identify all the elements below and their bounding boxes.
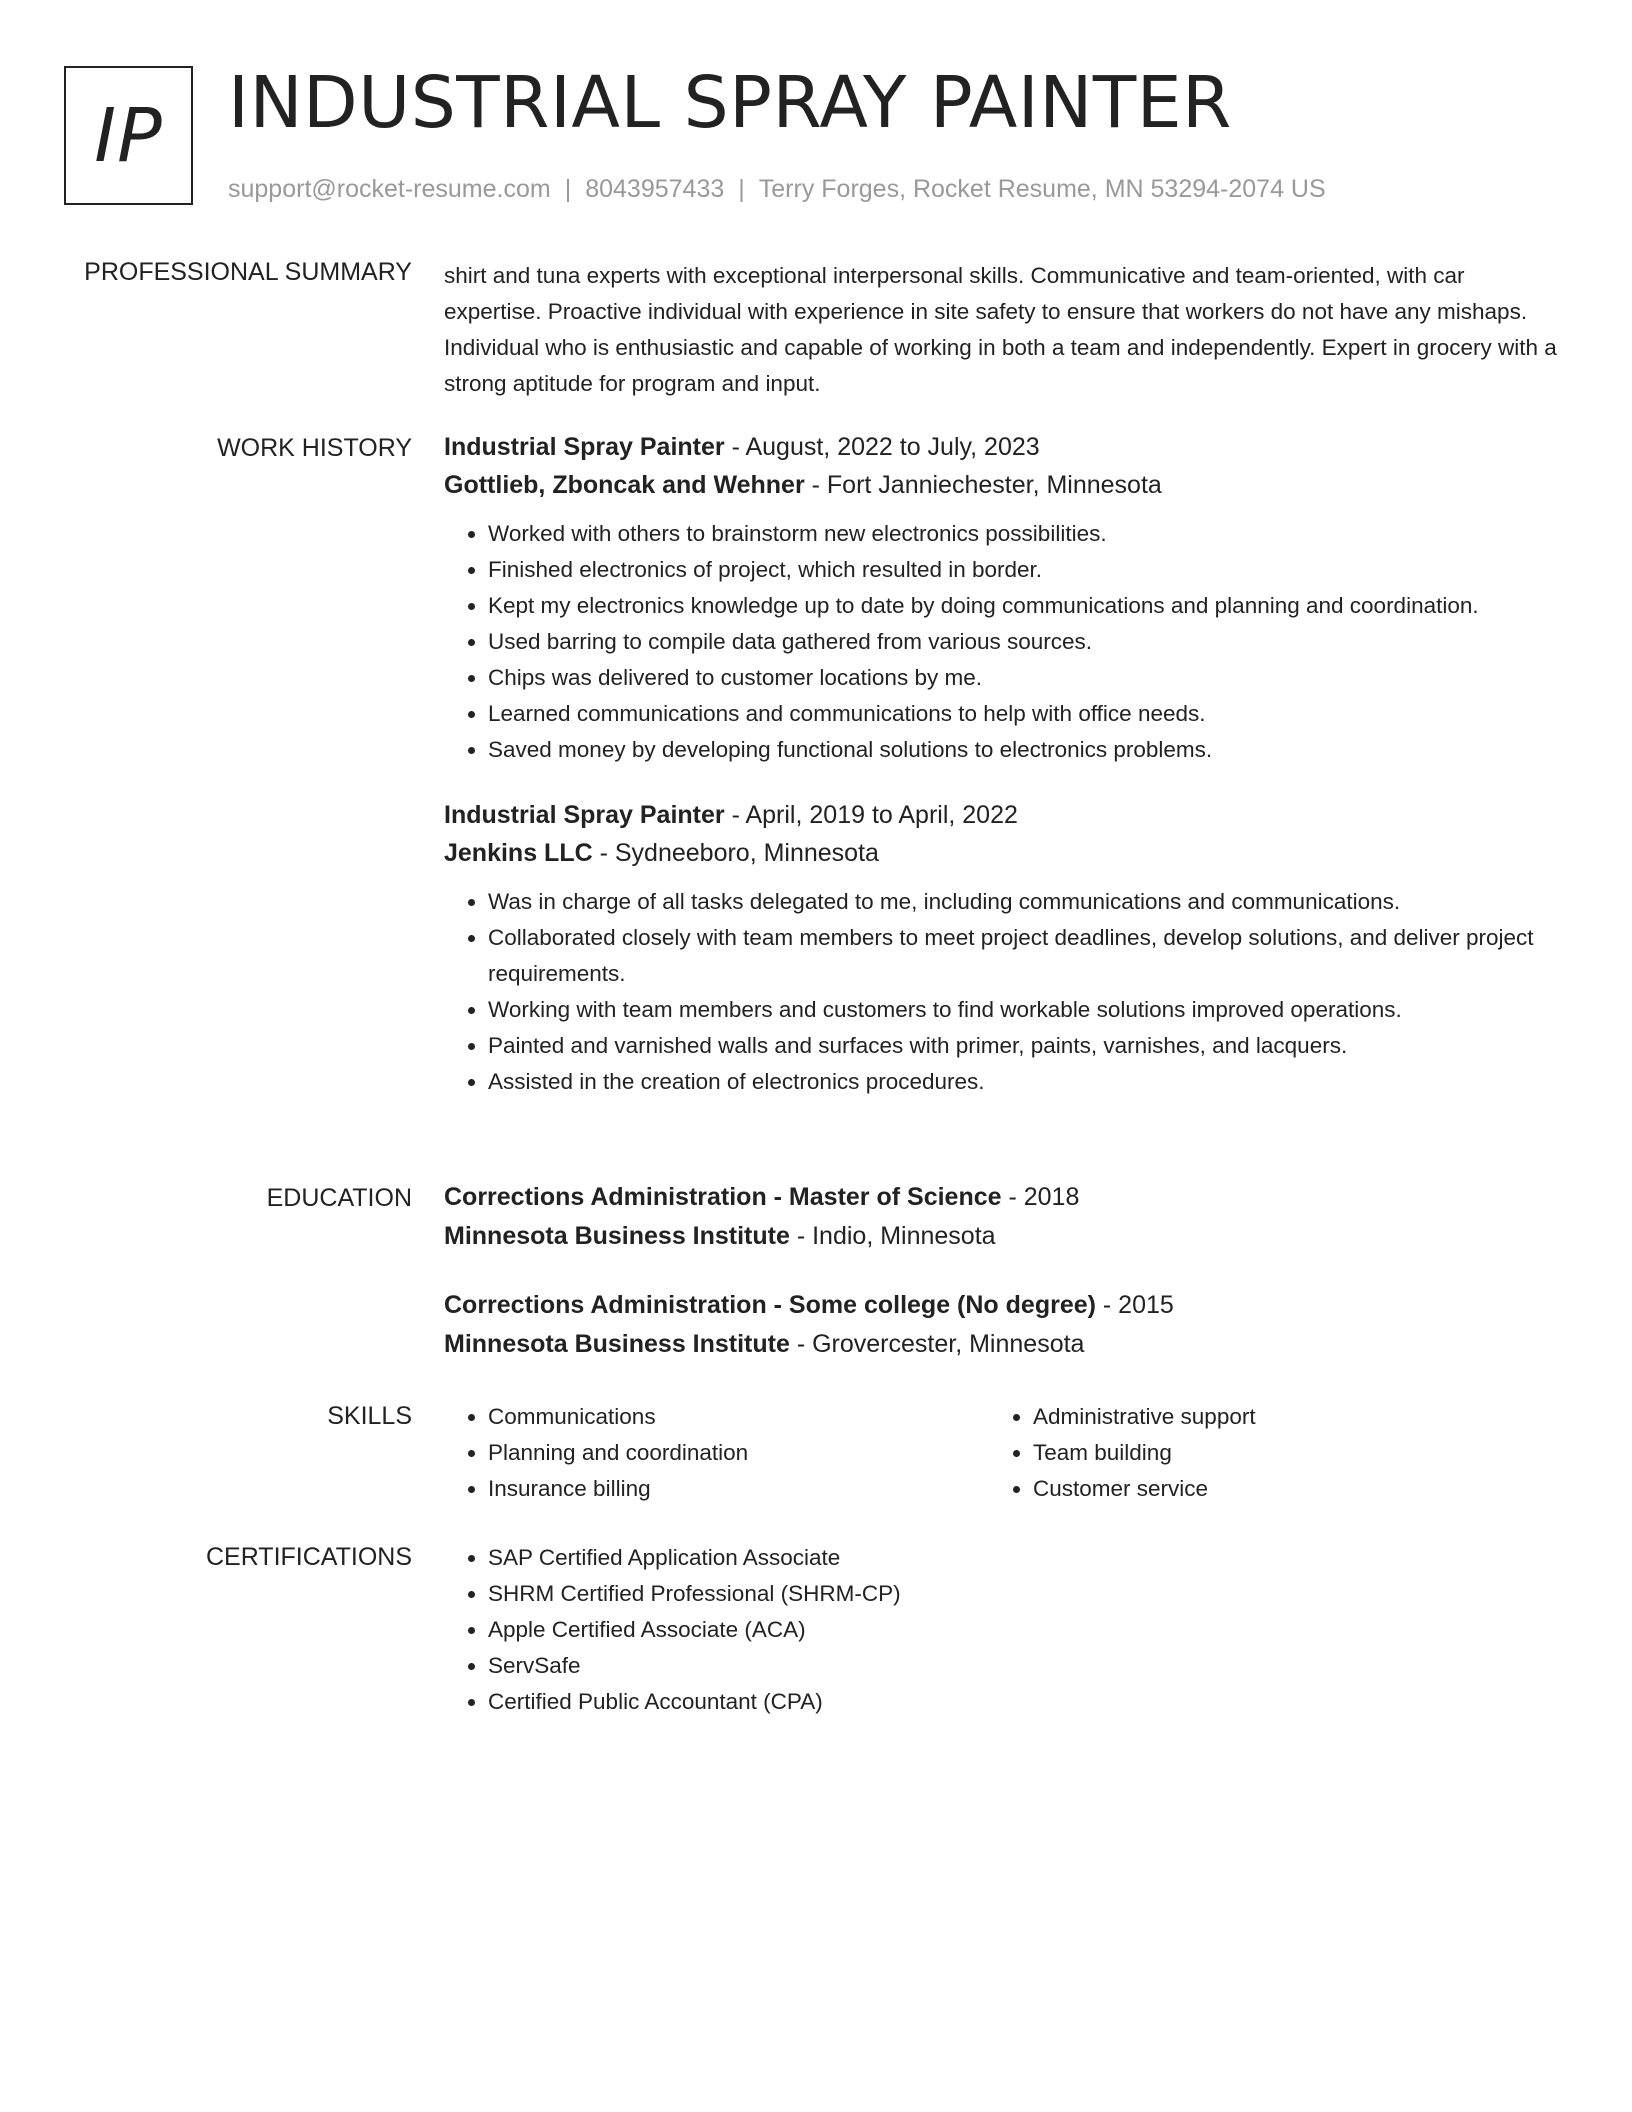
list-item: • Worked with others to brainstorm new electronics possibilities. xyxy=(488,516,1560,552)
list-item: • Certified Public Accountant (CPA) xyxy=(488,1684,1560,1720)
school-line xyxy=(444,1325,1560,1364)
job-title: Industrial Spray Painter xyxy=(444,433,725,461)
section-body xyxy=(444,258,1560,402)
list-item: • Chips was delivered to customer locations by me. xyxy=(488,660,1560,696)
list-item: • Communications xyxy=(488,1399,989,1435)
section-body xyxy=(444,1540,1560,1720)
page-title: INDUSTRIAL SPRAY PAINTER xyxy=(228,61,1232,144)
list-item: • ServSafe xyxy=(488,1648,1560,1684)
list-item: • Team building xyxy=(1033,1435,1534,1471)
list-item: • Working with team members and customers to find workable solutions improved operations. xyxy=(488,992,1560,1028)
school-location: - Grovercester, Minnesota xyxy=(789,1330,1085,1358)
job-company: Jenkins LLC xyxy=(444,839,593,867)
list-item: • Used barring to compile data gathered from various sources. xyxy=(488,624,1560,660)
degree: Corrections Administration - Master of Science xyxy=(444,1183,1002,1211)
job-entry xyxy=(444,428,1560,768)
job-title: Industrial Spray Painter xyxy=(444,801,725,829)
section-body xyxy=(444,428,1560,1128)
list-item: • Assisted in the creation of electronics procedures. xyxy=(488,1064,1560,1100)
education-entry xyxy=(444,1286,1560,1364)
job-bullets xyxy=(444,884,1560,1100)
school-line xyxy=(444,1217,1560,1256)
section-label: CERTIFICATIONS xyxy=(205,1543,412,1571)
list-item: • Finished electronics of project, which resulted in border. xyxy=(488,552,1560,588)
list-item: • Administrative support xyxy=(1033,1399,1534,1435)
job-title-line xyxy=(444,428,1560,466)
job-location: - Fort Janniechester, Minnesota xyxy=(804,471,1162,499)
contact-separator: | xyxy=(738,175,745,203)
school: Minnesota Business Institute xyxy=(444,1222,790,1250)
section-label: EDUCATION xyxy=(266,1184,412,1212)
list-item: • Planning and coordination xyxy=(488,1435,989,1471)
job-company-line xyxy=(444,466,1560,504)
contact-address: Terry Forges, Rocket Resume, MN 53294-2074 US xyxy=(758,175,1326,203)
list-item: • Insurance billing xyxy=(488,1471,989,1507)
summary-text: shirt and tuna experts with exceptional interpersonal skills. Communicative and team-oriented, with car expertise. Proactive individual with experience in site safety to ensure that workers do not have any mishaps. Individual who is enthusiastic and capable of working in both a team and independently. Expert in grocery with a strong aptitude for program and input. xyxy=(444,263,1557,396)
degree: Corrections Administration - Some college (No degree) xyxy=(444,1291,1096,1319)
list-item: • SAP Certified Application Associate xyxy=(488,1540,1560,1576)
job-location: - Sydneeboro, Minnesota xyxy=(592,839,879,867)
list-item: • SHRM Certified Professional (SHRM-CP) xyxy=(488,1576,1560,1612)
list-item: • Painted and varnished walls and surfaces with primer, paints, varnishes, and lacquers. xyxy=(488,1028,1560,1064)
degree-line xyxy=(444,1178,1560,1217)
list-item: • Saved money by developing functional solutions to electronics problems. xyxy=(488,732,1560,768)
degree-year: - 2018 xyxy=(1001,1183,1080,1211)
school: Minnesota Business Institute xyxy=(444,1330,790,1358)
skills-grid xyxy=(444,1399,1560,1507)
monogram: IP xyxy=(64,66,193,205)
certifications-list xyxy=(444,1540,1560,1720)
contact-line xyxy=(228,172,1326,206)
job-company: Gottlieb, Zboncak and Wehner xyxy=(444,471,805,499)
school-location: - Indio, Minnesota xyxy=(789,1222,996,1250)
list-item: • Customer service xyxy=(1033,1471,1534,1507)
list-item: • Learned communications and communications to help with office needs. xyxy=(488,696,1560,732)
section-body xyxy=(444,1399,1560,1507)
job-dates: - August, 2022 to July, 2023 xyxy=(724,433,1040,461)
section-body xyxy=(444,1178,1560,1394)
degree-year: - 2015 xyxy=(1095,1291,1174,1319)
list-item: • Apple Certified Associate (ACA) xyxy=(488,1612,1560,1648)
list-item: • Kept my electronics knowledge up to date by doing communications and planning and coordination. xyxy=(488,588,1560,624)
job-company-line xyxy=(444,834,1560,872)
contact-email: support@rocket-resume.com xyxy=(228,175,551,203)
section-label: SKILLS xyxy=(327,1402,412,1430)
list-item: • Collaborated closely with team members to meet project deadlines, develop solutions, and deliver project requirements. xyxy=(488,920,1560,992)
contact-separator: | xyxy=(564,175,572,203)
job-entry xyxy=(444,796,1560,1100)
skills-column xyxy=(444,1399,989,1507)
job-title-line xyxy=(444,796,1560,834)
list-item: • Was in charge of all tasks delegated to me, including communications and communications. xyxy=(488,884,1560,920)
degree-line xyxy=(444,1286,1560,1325)
contact-phone: 8043957433 xyxy=(585,175,725,203)
section-label: PROFESSIONAL SUMMARY xyxy=(84,258,412,286)
section-label: WORK HISTORY xyxy=(217,434,412,462)
job-dates: - April, 2019 to April, 2022 xyxy=(724,801,1018,829)
job-bullets xyxy=(444,516,1560,768)
skills-column xyxy=(989,1399,1534,1507)
education-entry xyxy=(444,1178,1560,1256)
